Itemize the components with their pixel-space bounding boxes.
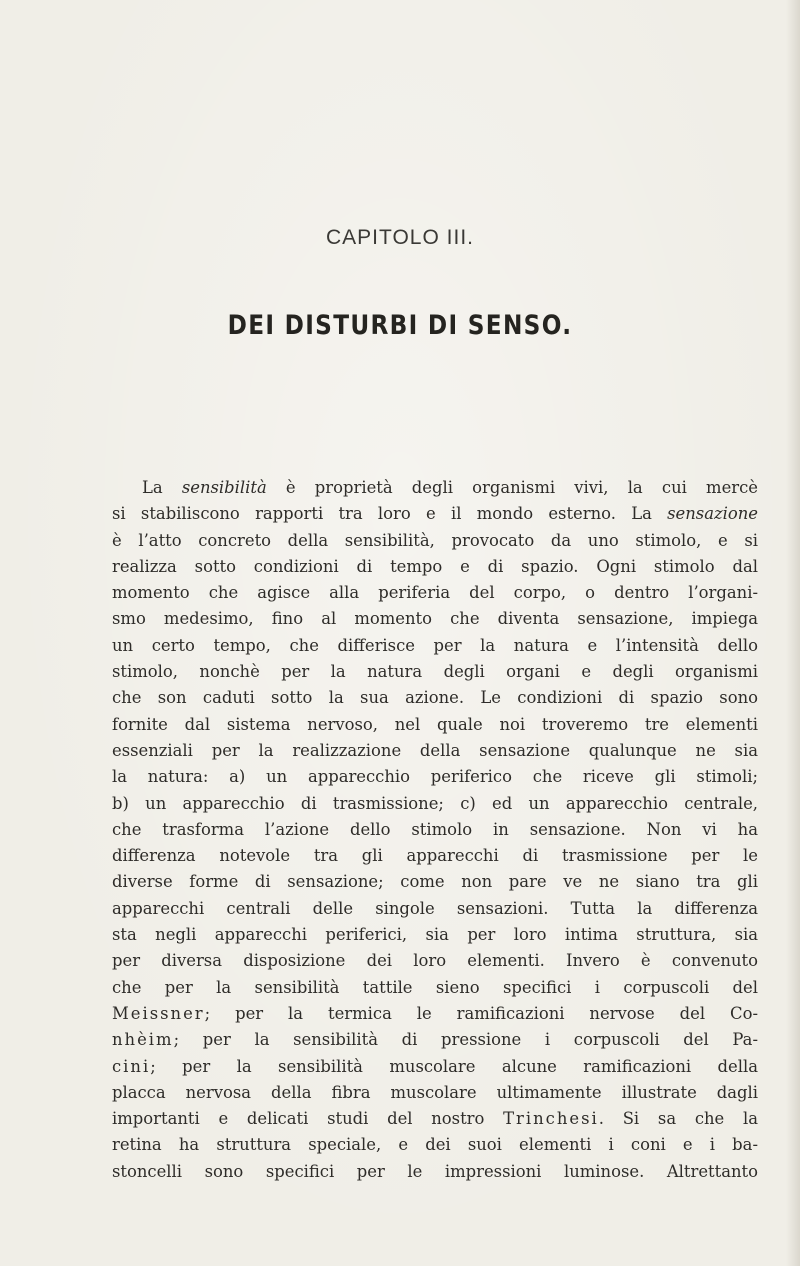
text-line: momento che agisce alla periferia del corpo, o dentro l’organi- (112, 583, 758, 603)
text-line: importanti e delicati studi del nostro Trinchesi. Si sa che la (112, 1109, 758, 1129)
text-line: nhèim; per la sensibilità di pressione i corpuscoli del Pa- (112, 1030, 758, 1050)
text-line: Meissner; per la termica le ramificazioni nervose del Co- (112, 1003, 758, 1023)
text-line: differenza notevole tra gli apparecchi di trasmissione per le (112, 846, 758, 866)
text-line: è l’atto concreto della sensibilità, provocato da uno stimolo, e si (112, 530, 758, 550)
page-edge-shadow (786, 0, 800, 1266)
text-line: per diversa disposizione dei loro elementi. Invero è convenuto (112, 951, 758, 971)
text-line: che per la sensibilità tattile sieno specifici i corpuscoli del (112, 977, 758, 997)
text-line: un certo tempo, che differisce per la natura e l’intensità dello (112, 635, 758, 655)
text-line: la natura: a) un apparecchio periferico che riceve gli stimoli; (112, 767, 758, 787)
section-title: DEI DISTURBI DI SENSO. (227, 310, 573, 341)
text-line: stoncelli sono specifici per le impressioni luminose. Altrettanto (112, 1161, 758, 1181)
text-line: placca nervosa della fibra muscolare ultimamente illustrate dagli (112, 1082, 758, 1102)
text-line: si stabiliscono rapporti tra loro e il mondo esterno. La sensazione (112, 504, 758, 524)
text-line: apparecchi centrali delle singole sensazioni. Tutta la differenza (112, 898, 758, 918)
text-line: che son caduti sotto la sua azione. Le condizioni di spazio sono (112, 688, 758, 708)
text-line: diverse forme di sensazione; come non pare ve ne siano tra gli (112, 872, 758, 892)
text-line: stimolo, nonchè per la natura degli organi e degli organismi (112, 662, 758, 682)
text-line: essenziali per la realizzazione della sensazione qualunque ne sia (112, 740, 758, 760)
text-line: realizza sotto condizioni di tempo e di spazio. Ogni stimolo dal (112, 556, 758, 576)
text-line: La sensibilità è proprietà degli organismi vivi, la cui mercè (142, 478, 758, 497)
text-line: smo medesimo, fino al momento che diventa sensazione, impiega (112, 609, 758, 629)
text-line: sta negli apparecchi periferici, sia per loro intima struttura, sia (112, 925, 758, 945)
chapter-heading: CAPITOLO III. (326, 226, 474, 249)
text-line: che trasforma l’azione dello stimolo in sensazione. Non vi ha (112, 819, 758, 839)
text-line: b) un apparecchio di trasmissione; c) ed un apparecchio centrale, (112, 793, 758, 813)
text-line: retina ha struttura speciale, e dei suoi elementi i coni e i ba- (112, 1135, 758, 1155)
text-line: cini; per la sensibilità muscolare alcune ramificazioni della (112, 1056, 758, 1076)
text-line: fornite dal sistema nervoso, nel quale noi troveremo tre elementi (112, 714, 758, 734)
body-paragraph (112, 475, 758, 1185)
